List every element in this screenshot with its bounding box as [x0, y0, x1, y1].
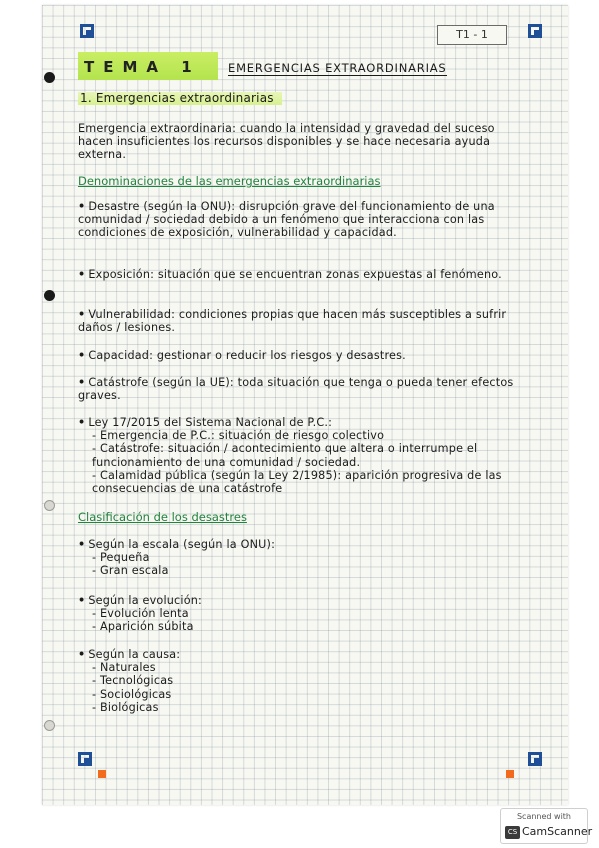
bullet-icon: •	[78, 308, 86, 321]
bullet-evolucion	[78, 594, 523, 634]
corner-marker-icon	[528, 24, 542, 38]
list-item: - Naturales	[92, 661, 156, 675]
ley-title: Ley 17/2015 del Sistema Nacional de P.C.:	[88, 416, 333, 429]
corner-dot-icon	[98, 770, 106, 778]
bullet-vulnerabilidad	[78, 308, 523, 334]
bullet-icon: •	[78, 200, 86, 213]
camscanner-watermark	[500, 808, 593, 844]
group-title: Según la escala (según la ONU):	[88, 538, 276, 551]
subheading-denominaciones: Denominaciones de las emergencias extraordinarias	[78, 174, 381, 188]
bullet-text: Exposición: situación que se encuentran zonas expuestas al fenómeno.	[88, 268, 502, 281]
camscanner-logo-icon: CS	[505, 826, 520, 839]
list-item: - Evolución lenta	[92, 607, 189, 621]
corner-marker-icon	[528, 752, 542, 766]
intro-paragraph: Emergencia extraordinaria: cuando la intensidad y gravedad del suceso hacen insuficientes los recursos disponibles y se hace necesaria ayuda externa.	[78, 122, 495, 162]
binder-hole	[44, 290, 55, 301]
bullet-icon: •	[78, 416, 86, 429]
group-title: Según la causa:	[88, 648, 181, 661]
bullet-icon: •	[78, 648, 86, 661]
bullet-exposicion	[78, 268, 523, 281]
watermark-caption: Scanned with	[516, 812, 572, 821]
binder-hole	[44, 720, 55, 731]
ley-item: - Calamidad pública (según la Ley 2/1985): aparición progresiva de las consecuencias de una catástrofe	[92, 468, 502, 496]
bullet-causa	[78, 648, 523, 714]
list-item: - Pequeña	[92, 551, 150, 565]
bullet-icon: •	[78, 594, 86, 607]
page-reference-box: T1 - 1	[437, 25, 507, 45]
ley-item: - Emergencia de P.C.: situación de riesgo colectivo	[92, 429, 385, 443]
ley-item: - Catástrofe: situación / acontecimiento que altera o interrumpe el funcionamiento de una comunidad / sociedad.	[92, 442, 478, 469]
subheading-clasificacion: Clasificación de los desastres	[78, 510, 247, 524]
bullet-ley	[78, 416, 523, 495]
bullet-icon: •	[78, 268, 86, 281]
binder-hole	[44, 72, 55, 83]
bullet-text: Vulnerabilidad: condiciones propias que hacen más susceptibles a sufrir daños / lesiones.	[78, 308, 507, 335]
list-item: - Aparición súbita	[92, 620, 194, 634]
list-item: - Tecnológicas	[92, 674, 174, 688]
corner-dot-icon	[506, 770, 514, 778]
bullet-text: Desastre (según la ONU): disrupción grave del funcionamiento de una comunidad / sociedad debido a un fenómeno que interacciona con las condiciones de exposición, vulnerabilidad y capacidad.	[78, 200, 495, 240]
bullet-icon: •	[78, 538, 86, 551]
corner-marker-icon	[80, 24, 94, 38]
list-item: - Gran escala	[92, 564, 169, 578]
title-text: EMERGENCIAS EXTRAORDINARIAS	[228, 61, 447, 75]
section-heading: 1. Emergencias extraordinarias	[78, 92, 282, 105]
bullet-desastre	[78, 200, 523, 240]
bullet-icon: •	[78, 349, 86, 362]
list-item: - Sociológicas	[92, 687, 172, 701]
bullet-capacidad	[78, 349, 523, 362]
bullet-icon: •	[78, 376, 86, 389]
bullet-text: Capacidad: gestionar o reducir los riesgos y desastres.	[88, 349, 406, 362]
bullet-catastrofe	[78, 376, 523, 402]
list-item: - Biológicas	[92, 700, 159, 714]
group-title: Según la evolución:	[88, 594, 203, 607]
bullet-escala	[78, 538, 523, 578]
tema-label: TEMA 1	[78, 52, 218, 80]
corner-marker-icon	[78, 752, 92, 766]
page-title	[78, 52, 518, 80]
bullet-text: Catástrofe (según la UE): toda situación que tenga o pueda tener efectos graves.	[78, 376, 514, 403]
binder-hole	[44, 500, 55, 511]
watermark-name: CamScanner	[522, 825, 593, 838]
